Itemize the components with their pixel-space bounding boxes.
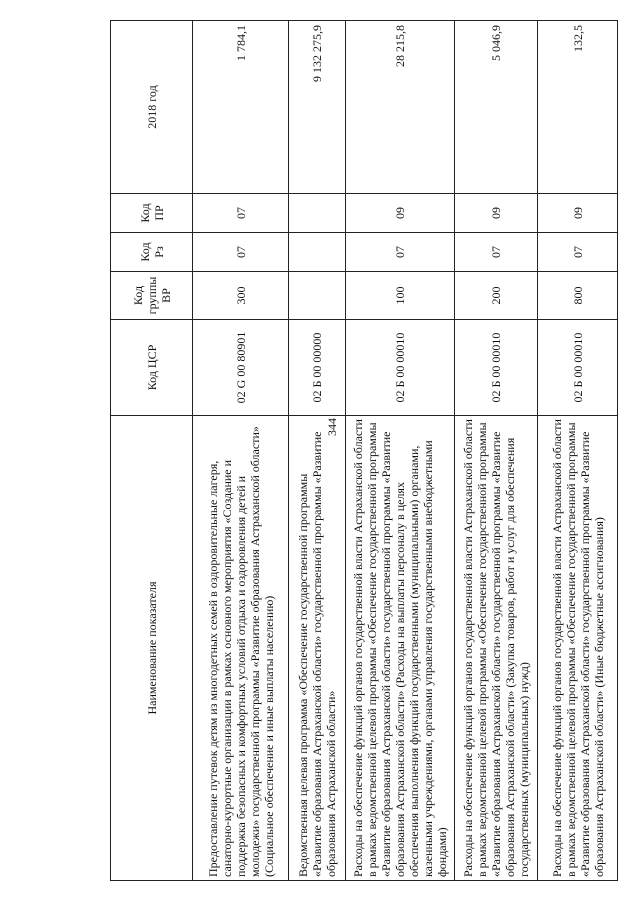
budget-table xyxy=(110,20,618,881)
row-rz: 07 xyxy=(538,233,618,272)
header-year: 2018 год xyxy=(111,21,193,194)
header-pr: Код ПР xyxy=(111,194,193,233)
table-row xyxy=(455,21,538,881)
row-amount: 9 132 275,9 xyxy=(289,21,346,194)
header-name: Наименование показателя xyxy=(111,416,193,881)
row-csr: 02 G 00 80901 xyxy=(193,320,289,416)
row-name: Ведомственная целевая программа «Обеспечение государственной программы «Развитие образования Астраханской области» государственной программы «Развитие образования Астраханской области» xyxy=(289,416,346,881)
row-pr xyxy=(289,194,346,233)
row-name: Расходы на обеспечение функций органов государственной власти Астраханской области в рамках ведомственной целевой программы «Обеспечение государственной программы «Развитие образования Астраханской области» государственной программы «Развитие образования Астраханской области» (Иные бюджетные ассигнования) xyxy=(538,416,618,881)
row-rz xyxy=(289,233,346,272)
row-pr: 09 xyxy=(455,194,538,233)
row-pr: 09 xyxy=(346,194,455,233)
row-amount: 28 215,8 xyxy=(346,21,455,194)
row-rz: 07 xyxy=(193,233,289,272)
row-vr: 100 xyxy=(346,272,455,320)
table-row xyxy=(538,21,618,881)
row-csr: 02 Б 00 00010 xyxy=(346,320,455,416)
row-name: Расходы на обеспечение функций органов государственной власти Астраханской области в рамках ведомственной целевой программы «Обеспечение государственной программы «Развитие образования Астраханской области» государственной программы «Развитие образования Астраханской области» (Закупка товаров, работ и услуг для обеспечения государственных (муниципальных) нужд) xyxy=(455,416,538,881)
row-amount: 1 784,1 xyxy=(193,21,289,194)
header-csr: Код ЦСР xyxy=(111,320,193,416)
table-row xyxy=(193,21,289,881)
table-row xyxy=(346,21,455,881)
row-csr: 02 Б 00 00010 xyxy=(538,320,618,416)
page-number: 344 xyxy=(325,418,339,436)
row-name: Предоставление путевок детям из многодетных семей в оздоровительные лагеря, санаторно-курортные организации в рамках основного мероприятия «Создание и поддержка безопасных и комфортных условий отдыха и оздоровления детей и молодежи» государственной программы «Развитие образования Астраханской области» (Социальное обеспечение и иные выплаты населению) xyxy=(193,416,289,881)
row-pr: 09 xyxy=(538,194,618,233)
row-amount: 5 046,9 xyxy=(455,21,538,194)
table-header-row xyxy=(111,21,193,881)
row-rz: 07 xyxy=(455,233,538,272)
row-rz: 07 xyxy=(346,233,455,272)
row-csr: 02 Б 00 00010 xyxy=(455,320,538,416)
row-vr: 800 xyxy=(538,272,618,320)
row-csr: 02 Б 00 00000 xyxy=(289,320,346,416)
row-name: Расходы на обеспечение функций органов государственной власти Астраханской области в рамках ведомственной целевой программы «Обеспечение государственной программы «Развитие образования Астраханской области» государственной программы «Развитие образования Астраханской области» (Расходы на выплаты персоналу в целях обеспечения выполнения функций государственными (муниципальными) органами, казенными учреждениями, органами управления государственными внебюджетными фондами) xyxy=(346,416,455,881)
table-row xyxy=(289,21,346,881)
row-amount: 132,5 xyxy=(538,21,618,194)
rotated-table-container xyxy=(110,21,617,881)
row-pr: 07 xyxy=(193,194,289,233)
header-rz: Код Рз xyxy=(111,233,193,272)
row-vr: 200 xyxy=(455,272,538,320)
header-vr: Код группы ВР xyxy=(111,272,193,320)
row-vr xyxy=(289,272,346,320)
row-vr: 300 xyxy=(193,272,289,320)
